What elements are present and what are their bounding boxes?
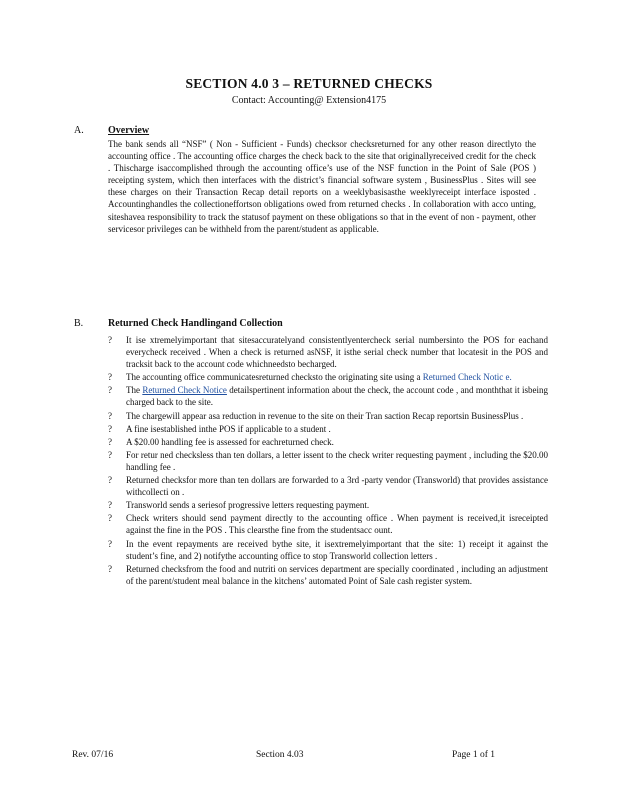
bullet-icon: ?	[108, 335, 112, 345]
section-b-heading: Returned Check Handlingand Collection	[108, 318, 283, 329]
contact-line: Contact: Accounting@ Extension4175	[231, 95, 387, 106]
footer-section: Section 4.03	[256, 750, 304, 760]
bullet-icon: ?	[108, 410, 112, 421]
list-item-text: In the event repayments are received bythe site, it isextremelyimportant that the site: 1) receipt it against the student’s fine, and 2) notifythe accounting office to stop Transworld collection letters .	[126, 538, 548, 561]
section-b-letter: B.	[74, 318, 84, 329]
list-item-text: detailspertinent information about the check, the account code , and monththat it isbeing charged back to the site.	[126, 385, 548, 408]
list-item-text: For retur ned checksless than ten dollars, a letter issent to the check writer requesting payment , including the $20.00 handling fee .	[126, 449, 548, 472]
section-a-body: The bank sends all “NSF” ( Non - Sufficient - Funds) checksor checksreturned for any other reason directlyto the accounting office . The accounting office charges the check back to the site that originallyreceived credit for the check . Thischarge isaccomplished through the accounting office’s use of the NSF function in the Point of Sale (POS ) receipting system, which then interfaces with the district’s financial software system , BusinessPlus . Sites will see these charges on their Transaction Recap detail reports on a weeklybasisasthe weeklyreceipt interface isposted . Accountinghandles the collectioneffortson obligations owed from returned checks . In collaboration with acco unting, siteshavea responsibility to track the statusof payment on these obligations so that in the event of non - payment, other servicesor privileges can be withheld from the parent/student as applicable.	[108, 139, 536, 234]
list-item-text: The	[126, 385, 143, 396]
list-item	[108, 334, 548, 370]
list-item-text: It ise xtremelyimportant that sitesaccuratelyand consistentlyentercheck serial numbersinto the POS for eachand everycheck received . When a check is returned asNSF, it isthe serial check number that locatesit in the POS and tracksit back to the account code whichneedsto becharged.	[126, 335, 548, 370]
list-item	[108, 371, 548, 383]
list-item-text: Returned checksfrom the food and nutriti on services department are specially coordinated , including an adjustment of the parent/student meal balance in the kitchens’ automated Point of Sale cash register system.	[126, 563, 548, 586]
bullet-icon: ?	[108, 385, 112, 396]
list-item	[108, 538, 548, 562]
section-a-letter: A.	[74, 125, 84, 136]
list-item-text: A fine isestablished inthe POS if applicable to a student .	[126, 423, 331, 434]
section-a-heading: Overview	[108, 125, 150, 136]
list-item-text: A $20.00 handling fee is assessed for eachreturned check.	[126, 436, 334, 447]
bullet-icon: ?	[108, 513, 112, 524]
list-item	[108, 436, 548, 448]
bullet-icon: ?	[108, 563, 112, 574]
bullet-icon: ?	[108, 423, 112, 434]
returned-check-notice-link[interactable]: Returned Check Notic e.	[422, 372, 512, 383]
list-item-text: The chargewill appear asa reduction in revenue to the site on their Tran saction Recap reportsin BusinessPlus .	[126, 410, 524, 421]
footer-page: Page 1 of 1	[452, 750, 496, 760]
bullet-icon: ?	[108, 449, 112, 460]
footer-revision: Rev. 07/16	[72, 750, 114, 760]
bullet-icon: ?	[108, 372, 112, 383]
bullet-icon: ?	[108, 500, 112, 511]
list-item-text: Transworld sends a seriesof progressive letters requesting payment.	[126, 500, 370, 511]
bullet-icon: ?	[108, 538, 112, 549]
list-item	[108, 563, 548, 587]
list-item	[108, 499, 548, 511]
list-item-text: Check writers should send payment directly to the accounting office . When payment is received,it isreceipted against the fine in the POS . This clearsthe fine from the studentsacc ount.	[126, 513, 548, 536]
list-item	[108, 384, 548, 408]
list-item	[108, 423, 548, 435]
list-item	[108, 449, 548, 473]
list-item	[108, 512, 548, 536]
list-item	[108, 410, 548, 422]
bullet-icon: ?	[108, 436, 112, 447]
bullet-icon: ?	[108, 475, 112, 486]
document-title: SECTION 4.0 3 – RETURNED CHECKS	[185, 76, 433, 91]
section-b-list	[108, 334, 548, 588]
returned-check-notice-link[interactable]: Returned Check Notice	[142, 385, 227, 396]
list-item-text: Returned checksfor more than ten dollars are forwarded to a 3rd -party vendor (Transworld) that provides assistance withcollecti on .	[126, 475, 548, 498]
list-item-text: The accounting office communicatesreturned checksto the originating site using a	[126, 372, 423, 383]
list-item	[108, 474, 548, 498]
